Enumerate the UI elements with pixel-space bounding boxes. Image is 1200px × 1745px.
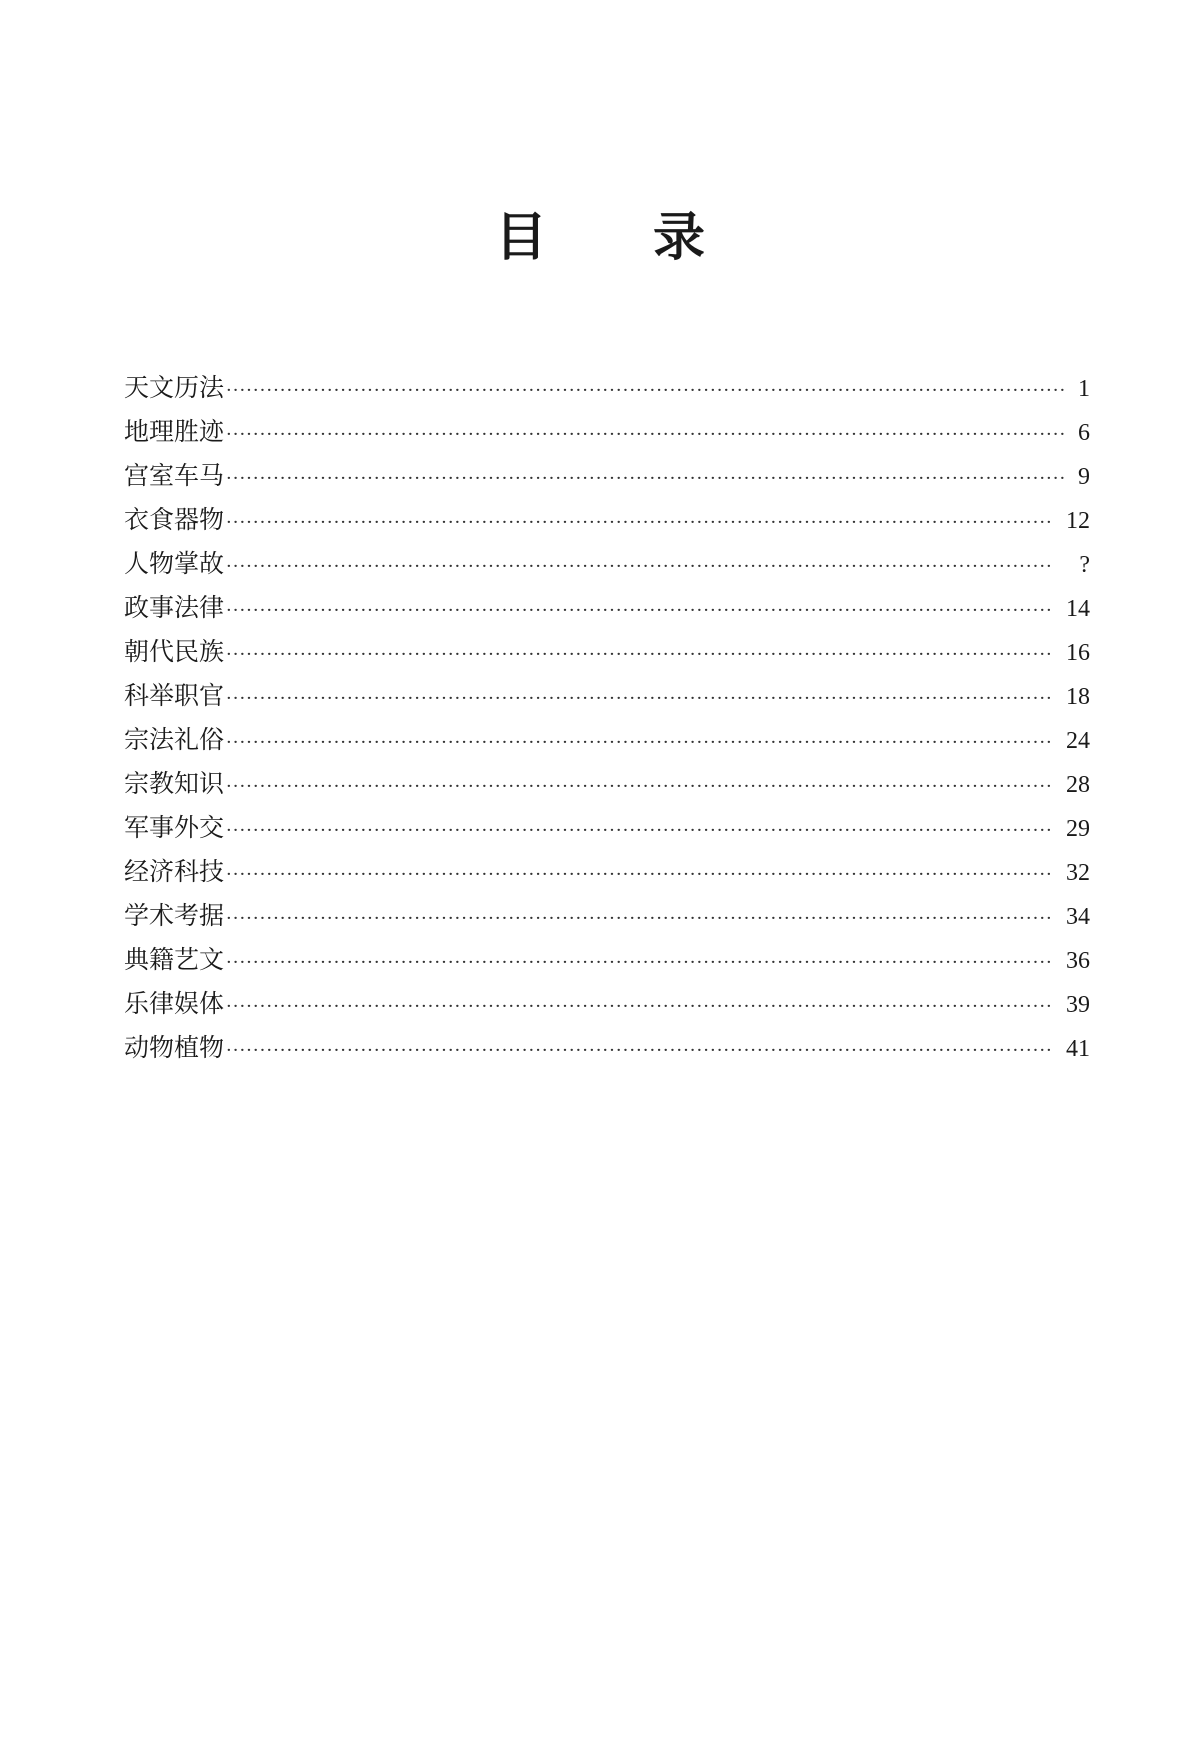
toc-dot-leader [226, 809, 1052, 853]
toc-dot-leader [226, 897, 1052, 941]
toc-entry-page: ? [1079, 552, 1090, 578]
toc-entry-label: 典籍艺文 [124, 945, 225, 974]
toc-entry-page: 29 [1066, 816, 1090, 842]
toc-entry-page: 9 [1078, 464, 1090, 490]
toc-dot-leader [226, 545, 1052, 589]
toc-entry-label: 学术考据 [124, 901, 225, 930]
toc-entry[interactable] [124, 718, 1090, 762]
toc-entry-label: 科举职官 [124, 681, 225, 710]
toc-entry-page: 32 [1066, 860, 1090, 886]
toc-entry-page: 24 [1066, 728, 1090, 754]
toc-entry-page: 36 [1066, 948, 1090, 974]
toc-entry[interactable] [124, 630, 1090, 674]
toc-entry[interactable] [124, 454, 1090, 498]
toc-entry-page: 6 [1078, 420, 1090, 446]
toc-entry[interactable] [124, 1026, 1090, 1070]
toc-entry[interactable] [124, 850, 1090, 894]
toc-entry-page: 18 [1066, 684, 1090, 710]
toc-entry-label: 衣食器物 [124, 505, 225, 534]
toc-entry-page: 1 [1078, 376, 1090, 402]
toc-entry-page: 14 [1066, 596, 1090, 622]
toc-entry[interactable] [124, 366, 1090, 410]
page-title [0, 207, 1200, 268]
toc-dot-leader [226, 457, 1066, 501]
toc-dot-leader [226, 1029, 1052, 1073]
toc-entry-label: 动物植物 [124, 1033, 225, 1062]
toc-entry-label: 政事法律 [124, 593, 225, 622]
toc-entry[interactable] [124, 498, 1090, 542]
toc-entry-label: 经济科技 [124, 857, 225, 886]
toc-entry-page: 12 [1066, 508, 1090, 534]
toc-dot-leader [226, 589, 1052, 633]
toc-entry-page: 28 [1066, 772, 1090, 798]
toc-entry[interactable] [124, 938, 1090, 982]
toc-dot-leader [226, 413, 1066, 457]
toc-entry[interactable] [124, 982, 1090, 1026]
toc-entry-label: 天文历法 [124, 373, 225, 402]
toc-dot-leader [226, 677, 1052, 721]
toc-entry-label: 宗法礼俗 [124, 725, 225, 754]
toc-dot-leader [226, 985, 1052, 1029]
toc-entry-label: 朝代民族 [124, 637, 225, 666]
toc-entry-label: 地理胜迹 [124, 417, 225, 446]
toc-entry-label: 人物掌故 [124, 549, 225, 578]
toc-entry-page: 16 [1066, 640, 1090, 666]
toc-entry-page: 41 [1066, 1036, 1090, 1062]
toc-entry[interactable] [124, 894, 1090, 938]
toc-entry-label: 宫室车马 [124, 461, 225, 490]
toc-entry-page: 34 [1066, 904, 1090, 930]
toc-entry[interactable] [124, 542, 1090, 586]
toc-dot-leader [226, 765, 1052, 809]
toc-entry[interactable] [124, 806, 1090, 850]
toc-dot-leader [226, 721, 1052, 765]
table-of-contents [124, 366, 1090, 1070]
toc-dot-leader [226, 941, 1052, 985]
toc-dot-leader [226, 369, 1066, 413]
toc-entry-label: 乐律娱体 [124, 989, 225, 1018]
toc-entry-label: 军事外交 [124, 813, 225, 842]
toc-entry[interactable] [124, 586, 1090, 630]
toc-entry-label: 宗教知识 [124, 769, 225, 798]
title-char-2: 录 [652, 207, 705, 268]
toc-dot-leader [226, 501, 1052, 545]
toc-entry[interactable] [124, 410, 1090, 454]
title-char-1: 目 [494, 207, 547, 268]
toc-entry-page: 39 [1066, 992, 1090, 1018]
toc-dot-leader [226, 853, 1052, 897]
toc-entry[interactable] [124, 674, 1090, 718]
toc-dot-leader [226, 633, 1052, 677]
toc-entry[interactable] [124, 762, 1090, 806]
